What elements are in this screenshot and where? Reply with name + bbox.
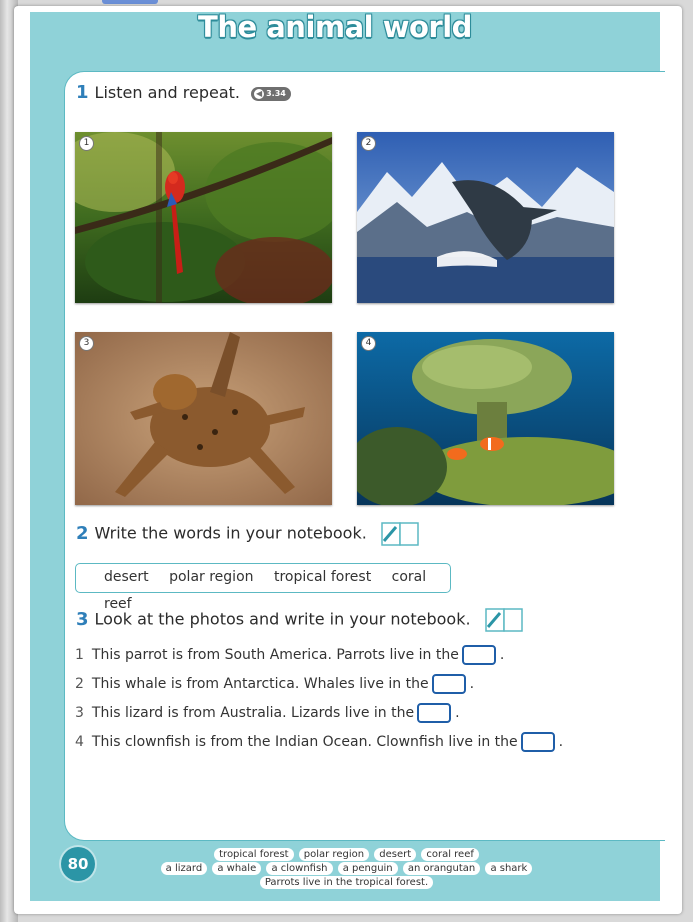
notebook-icon [484,607,524,633]
footer-word: a lizard [161,862,208,875]
sentence-text: This whale is from Antarctica. Whales live in the [91,676,429,692]
sentence-3 [75,703,460,723]
exercise-3-number: 3 [76,608,89,630]
exercise-1-number: 1 [76,82,89,103]
sentence-end: . [558,734,564,750]
notebook-icon [380,521,420,547]
sentence-2 [75,674,474,694]
word-tropical-forest: tropical forest [273,569,372,585]
sentence-text: This clownfish is from the Indian Ocean. Clownfish live in the [91,734,518,750]
footer-word: tropical forest [214,848,293,861]
sentence-end: . [469,676,475,692]
answer-blank-1[interactable] [462,645,496,665]
speaker-icon: ◀ [256,88,263,98]
sentence-text: This lizard is from Australia. Lizards live in the [91,705,415,721]
sentence-number: 3 [75,705,84,721]
footer-word: polar region [299,848,369,861]
footer-word: desert [374,848,416,861]
audio-track-button[interactable] [251,87,291,101]
footer-word: a shark [485,862,532,875]
word-desert: desert [104,569,149,585]
footer-sentence: Parrots live in the tropical forest. [260,876,433,889]
lizard-photo [75,332,332,505]
sentence-number: 1 [75,647,84,663]
exercise-1-heading [76,82,291,103]
exercise-3-text: Look at the photos and write in your notebook. [94,609,471,629]
sentence-number: 4 [75,734,84,750]
sentence-4 [75,732,563,752]
footer-row-1 [0,848,693,861]
answer-blank-3[interactable] [417,703,451,723]
footer-word: a penguin [338,862,398,875]
footer-word: a whale [212,862,261,875]
photo-number-2: 2 [361,136,376,151]
word-box [75,563,451,612]
footer-word: a clownfish [266,862,332,875]
sentence-text: This parrot is from South America. Parrots live in the [91,647,459,663]
page-title: The animal world [198,10,472,44]
coral-reef-photo [357,332,614,505]
photo-number-1: 1 [79,136,94,151]
photo-number-4: 4 [361,336,376,351]
whale-photo [357,132,614,303]
sentence-1 [75,645,504,665]
sentence-end: . [499,647,505,663]
audio-track-label: 3.34 [266,88,286,98]
parrot-photo [75,132,332,303]
footer-row-3 [0,876,693,889]
exercise-2-number: 2 [76,522,89,544]
answer-blank-2[interactable] [432,674,466,694]
footer-row-2 [0,862,693,875]
top-tab [102,0,158,4]
footer-word: an orangutan [403,862,480,875]
word-coral-reef: coral reef [104,569,427,612]
exercise-2-heading [76,521,420,547]
sentence-number: 2 [75,676,84,692]
sentence-end: . [455,705,460,721]
exercise-1-text: Listen and repeat. [94,83,240,102]
exercise-2-text: Write the words in your notebook. [94,523,367,543]
photo-number-3: 3 [79,336,94,351]
footer-word: coral reef [421,848,479,861]
answer-blank-4[interactable] [521,732,555,752]
word-polar-region: polar region [169,569,254,585]
page-number: 80 [61,847,95,881]
exercise-3-heading [76,607,524,633]
